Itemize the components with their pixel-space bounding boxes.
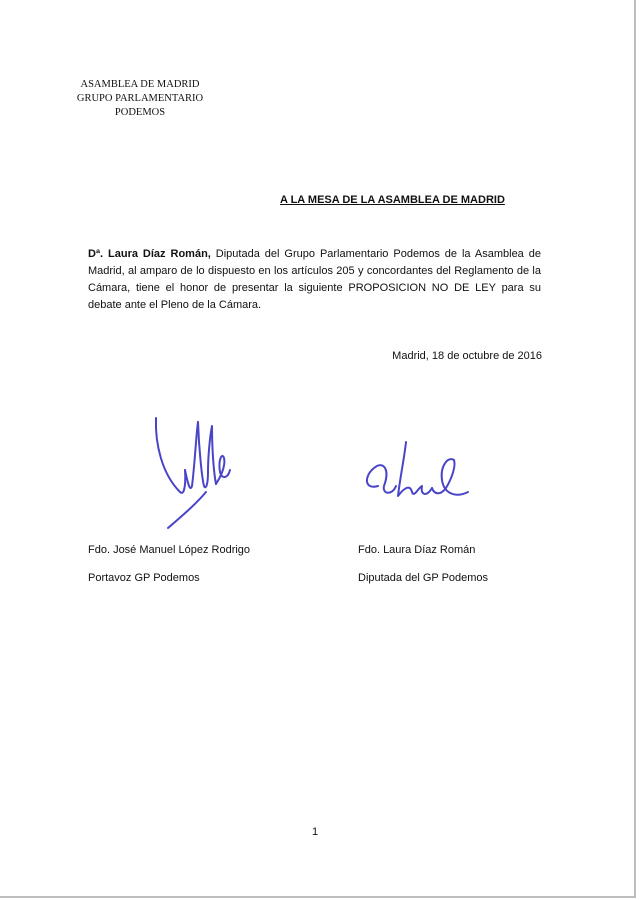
- signer-2-name: Fdo. Laura Díaz Román: [358, 544, 476, 556]
- body-author: Dª. Laura Díaz Román,: [88, 248, 211, 260]
- signature-1: [140, 412, 240, 534]
- signer-1-name: Fdo. José Manuel López Rodrigo: [88, 544, 251, 556]
- body-text: Diputada del Grupo Parlamentario Podemos de la Asamblea de Madrid, al amparo de lo dispuesto en los artículos 205 y concordantes del Reglamento de la Cámara, tiene el honor de presentar la siguiente PROPOSICION NO DE LEY para su debate ante el Pleno de la Cámara.: [88, 248, 541, 311]
- page-number: 1: [311, 826, 319, 838]
- letterhead: [70, 78, 210, 120]
- document-date: Madrid, 18 de octubre de 2016: [392, 350, 542, 362]
- signer-2-role: Diputada del GP Podemos: [358, 572, 489, 584]
- letterhead-line-1: ASAMBLEA DE MADRID: [80, 79, 200, 90]
- letterhead-line-3: PODEMOS: [114, 107, 166, 118]
- signature-2: [360, 436, 475, 510]
- body-paragraph: [88, 246, 541, 314]
- addressee-heading: A LA MESA DE LA ASAMBLEA DE MADRID: [280, 194, 505, 206]
- letterhead-line-2: GRUPO PARLAMENTARIO: [76, 93, 204, 104]
- signer-1-role: Portavoz GP Podemos: [88, 572, 200, 584]
